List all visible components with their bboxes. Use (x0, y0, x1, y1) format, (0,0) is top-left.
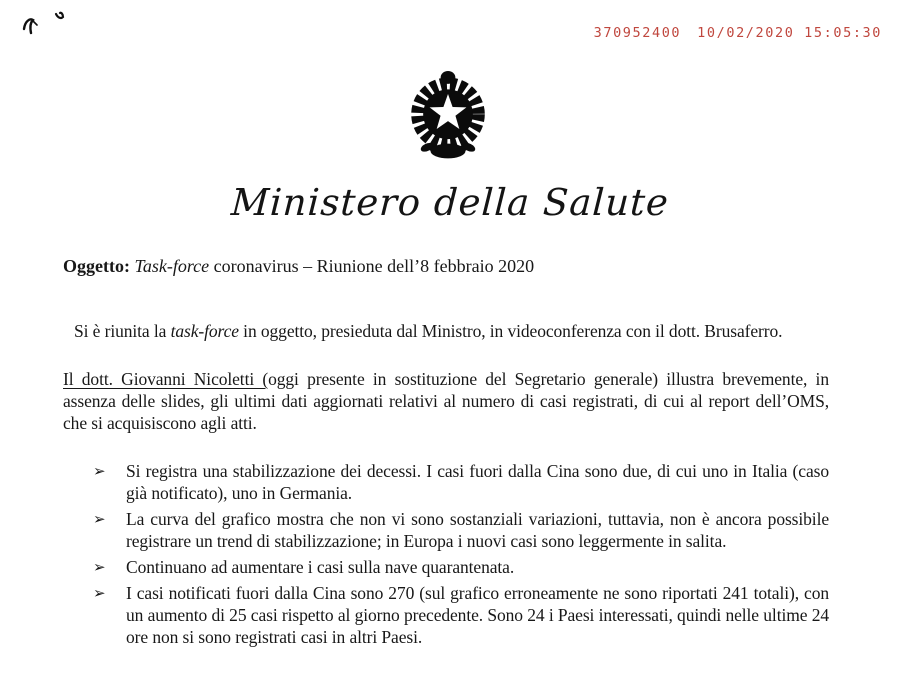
subject-line (63, 256, 863, 277)
bullet-text: Si registra una stabilizzazione dei decessi. I casi fuori dalla Cina sono due, di cui uno in Italia (caso già notificato), uno in Germania. (126, 461, 829, 503)
bullet-text: La curva del grafico mostra che non vi sono sostanziali variazioni, tuttavia, non è ancora possibile registrare un trend di stabilizzazione; in Europa i nuovi casi sono leggermente in salita. (126, 509, 829, 551)
paragraph-nicoletti (63, 368, 829, 434)
bullet-list (63, 460, 829, 648)
ministry-title: Ministero della Salute (229, 181, 671, 224)
subject-label: Oggetto: (63, 256, 130, 276)
stamp-protocol-number: 370952400 (593, 25, 682, 41)
list-item (63, 556, 829, 578)
bullet-text: Continuano ad aumentare i casi sulla nave quarantenata. (126, 557, 515, 577)
document-body (63, 320, 829, 652)
italy-republic-emblem-icon (402, 68, 494, 166)
stamp-datetime: 10/02/2020 15:05:30 (697, 25, 882, 41)
list-item (63, 508, 829, 552)
paragraph-nicoletti-rest: oggi presente in sostituzione del Segretario generale) illustra brevemente, in assenza delle slides, gli ultimi dati aggiornati relativi al numero di casi registrati, di cui al report dell’OMS, che si acquisiscono agli atti. (63, 369, 829, 433)
subject-rest: coronavirus – Riunione dell’8 febbraio 2020 (209, 256, 535, 276)
list-item (63, 460, 829, 504)
arrow-bullet-icon: ➢ (93, 558, 106, 576)
arrow-bullet-icon: ➢ (93, 584, 106, 602)
handwritten-ink-mark (16, 6, 70, 38)
paragraph-intro-post: in oggetto, presieduta dal Ministro, in videoconferenza con il dott. Brusaferro. (238, 321, 783, 341)
list-item (63, 582, 829, 648)
paragraph-nicoletti-underlined: Il dott. Giovanni Nicoletti ( (63, 369, 269, 389)
paragraph-intro (63, 320, 829, 342)
arrow-bullet-icon: ➢ (93, 510, 106, 528)
subject-topic: Task-force (129, 256, 210, 276)
protocol-stamp (594, 25, 882, 41)
bullet-text: I casi notificati fuori dalla Cina sono 270 (sul grafico erroneamente ne sono riportati 241 totali), con un aumento di 25 casi rispetto al giorno precedente. Sono 24 i Paesi interessati, quindi nelle ultime 24 ore non si sono registrati casi in altri Paesi. (126, 583, 829, 647)
paragraph-intro-pre: Si è riunita la (74, 321, 171, 341)
paragraph-intro-italic: task-force (170, 321, 239, 341)
arrow-bullet-icon: ➢ (93, 462, 106, 480)
